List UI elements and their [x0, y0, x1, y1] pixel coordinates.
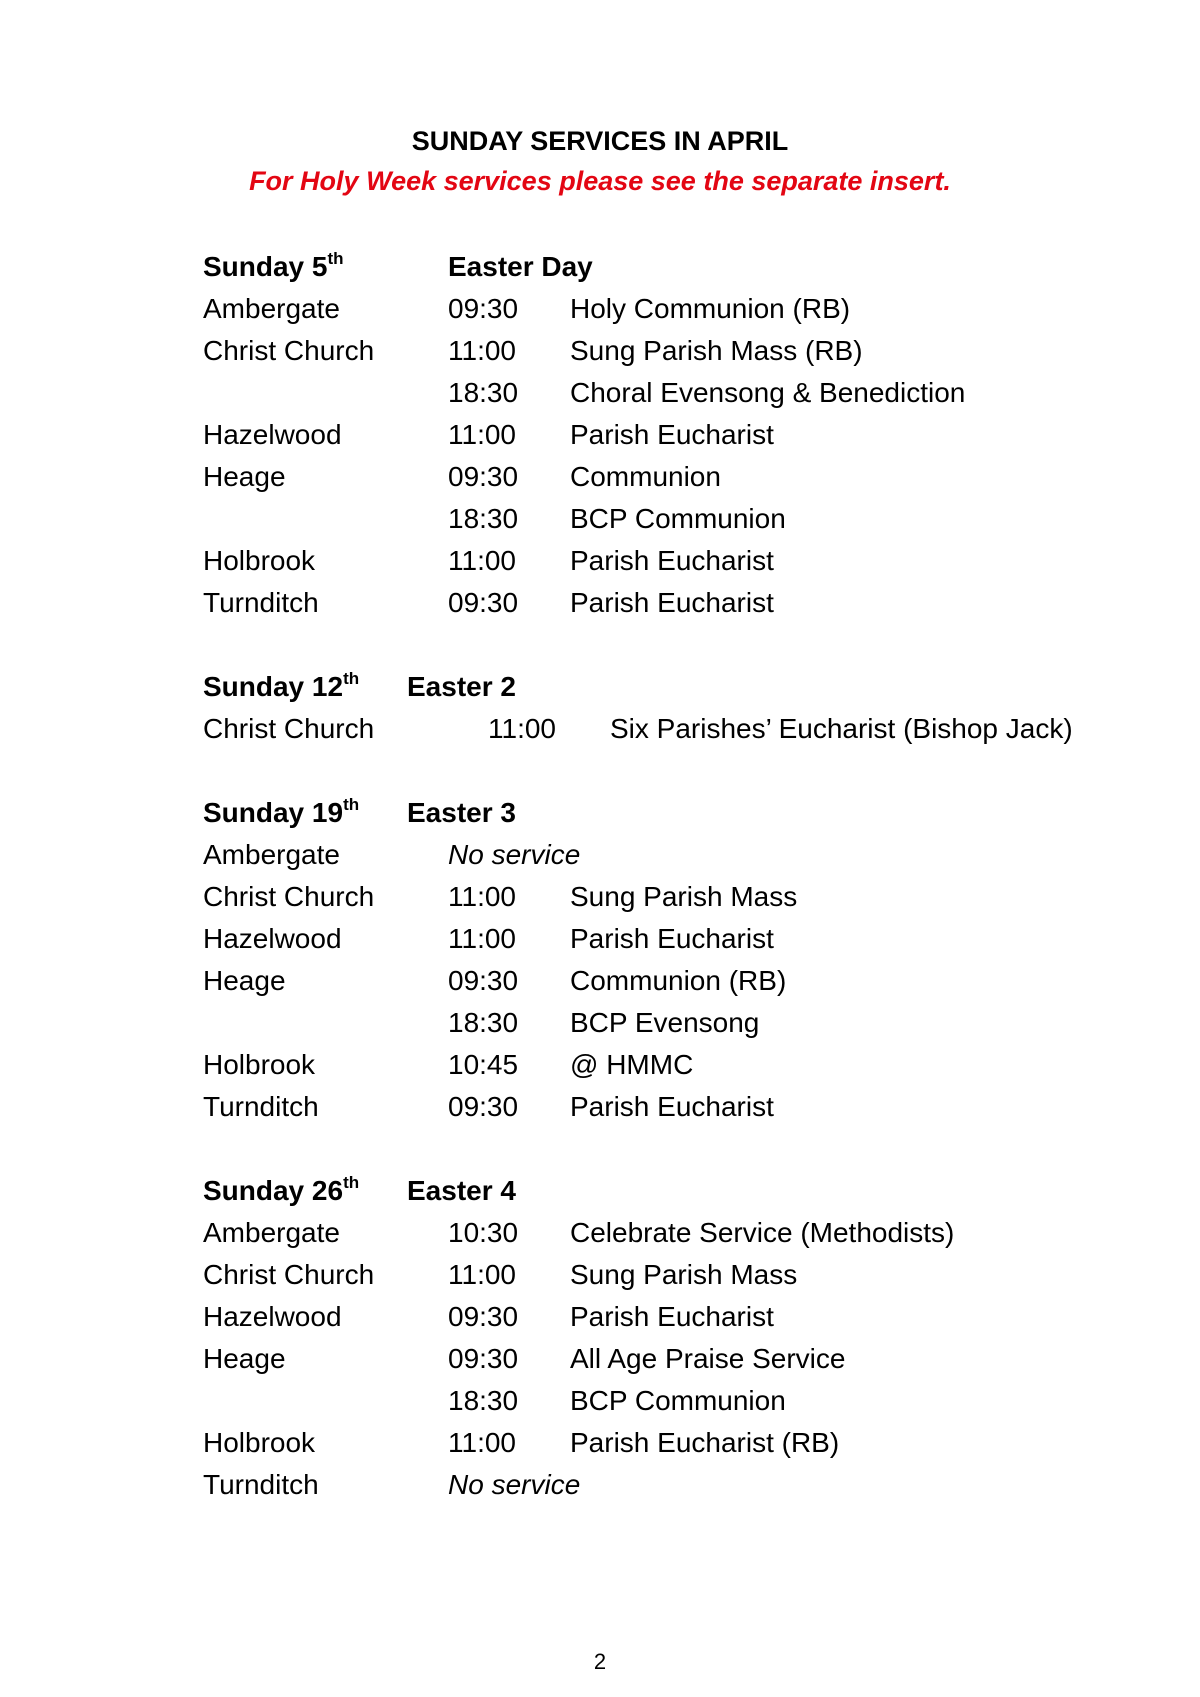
church-name: Christ Church: [203, 335, 375, 366]
service-row: [203, 918, 1183, 960]
service-time: 11:00: [488, 713, 556, 744]
church-name: Turnditch: [203, 1469, 319, 1500]
service-row: [203, 1380, 1183, 1422]
church-name: Christ Church: [203, 1259, 375, 1290]
church-name: Heage: [203, 965, 286, 996]
no-service-note: No service: [448, 1469, 581, 1500]
service-time: 09:30: [448, 1091, 519, 1122]
service-time: 11:00: [448, 545, 516, 576]
service-name: BCP Evensong: [570, 1007, 760, 1038]
page-title: SUNDAY SERVICES IN APRIL: [411, 126, 789, 156]
service-name: Parish Eucharist: [570, 545, 774, 576]
service-name: Communion: [570, 461, 721, 492]
service-time: 11:00: [448, 1259, 516, 1290]
service-name: All Age Praise Service: [570, 1343, 846, 1374]
service-row: [203, 1296, 1183, 1338]
service-row: [203, 1212, 1183, 1254]
service-name: BCP Communion: [570, 1385, 786, 1416]
service-time: 11:00: [448, 419, 516, 450]
service-time: 09:30: [448, 1301, 519, 1332]
service-time: 09:30: [448, 587, 519, 618]
service-row: [203, 456, 1183, 498]
sunday-section: [203, 1170, 1183, 1506]
service-row: [203, 330, 1183, 372]
sunday-section: [203, 792, 1183, 1128]
service-time: 10:30: [448, 1217, 519, 1248]
sunday-date: Sunday 19th: [203, 794, 360, 828]
service-name: Sung Parish Mass: [570, 1259, 798, 1290]
service-name: Communion (RB): [570, 965, 787, 996]
service-row: [203, 414, 1183, 456]
church-name: Heage: [203, 461, 286, 492]
church-name: Hazelwood: [203, 923, 342, 954]
service-time: 18:30: [448, 1385, 519, 1416]
church-name: Ambergate: [203, 839, 340, 870]
service-name: Parish Eucharist: [570, 1301, 774, 1332]
service-row: [203, 960, 1183, 1002]
service-time: 09:30: [448, 293, 519, 324]
sunday-heading: [203, 1170, 1183, 1212]
service-name: Parish Eucharist (RB): [570, 1427, 840, 1458]
service-time: 11:00: [448, 1427, 516, 1458]
service-name: Parish Eucharist: [570, 1091, 774, 1122]
service-time: 11:00: [448, 923, 516, 954]
sunday-heading: [203, 246, 1183, 288]
sunday-heading: [203, 666, 1183, 708]
service-row: [203, 1338, 1183, 1380]
church-name: Hazelwood: [203, 1301, 342, 1332]
church-name: Christ Church: [203, 713, 375, 744]
church-name: Hazelwood: [203, 419, 342, 450]
sunday-section: [203, 666, 1183, 750]
service-time: 10:45: [448, 1049, 519, 1080]
sunday-occasion: Easter Day: [448, 251, 593, 282]
holy-week-notice: For Holy Week services please see the separate insert.: [249, 166, 951, 196]
service-name: Parish Eucharist: [570, 587, 774, 618]
church-name: Heage: [203, 1343, 286, 1374]
service-time: 11:00: [448, 881, 516, 912]
sunday-date: Sunday 5th: [203, 248, 344, 282]
church-name: Holbrook: [203, 1049, 316, 1080]
service-row: [203, 1044, 1183, 1086]
church-name: Holbrook: [203, 545, 316, 576]
services-schedule: [203, 246, 1183, 1548]
church-name: Turnditch: [203, 1091, 319, 1122]
sunday-section: [203, 246, 1183, 624]
service-name: Six Parishes’ Eucharist (Bishop Jack): [610, 713, 1073, 744]
service-row: [203, 540, 1183, 582]
sunday-heading: [203, 792, 1183, 834]
service-name: Sung Parish Mass (RB): [570, 335, 863, 366]
service-time: 09:30: [448, 1343, 519, 1374]
service-row: [203, 834, 1183, 876]
service-row: [203, 708, 1183, 750]
service-row: [203, 1464, 1183, 1506]
service-name: Celebrate Service (Methodists): [570, 1217, 955, 1248]
service-name: Parish Eucharist: [570, 419, 774, 450]
service-row: [203, 1254, 1183, 1296]
church-name: Turnditch: [203, 587, 319, 618]
church-name: Christ Church: [203, 881, 375, 912]
service-time: 18:30: [448, 503, 519, 534]
service-name: Parish Eucharist: [570, 923, 774, 954]
service-time: 18:30: [448, 1007, 519, 1038]
service-time: 09:30: [448, 461, 519, 492]
sunday-date: Sunday 26th: [203, 1172, 360, 1206]
service-name: @ HMMC: [570, 1049, 694, 1080]
sunday-occasion: Easter 4: [407, 1175, 516, 1206]
service-row: [203, 498, 1183, 540]
service-row: [203, 582, 1183, 624]
service-name: BCP Communion: [570, 503, 786, 534]
page-number: 2: [593, 1649, 607, 1674]
sunday-occasion: Easter 3: [407, 797, 516, 828]
service-row: [203, 1422, 1183, 1464]
service-time: 09:30: [448, 965, 519, 996]
service-time: 18:30: [448, 377, 519, 408]
service-name: Choral Evensong & Benediction: [570, 377, 966, 408]
service-name: Holy Communion (RB): [570, 293, 851, 324]
service-row: [203, 1002, 1183, 1044]
church-name: Ambergate: [203, 293, 340, 324]
service-row: [203, 1086, 1183, 1128]
service-row: [203, 876, 1183, 918]
service-row: [203, 372, 1183, 414]
church-name: Holbrook: [203, 1427, 316, 1458]
service-row: [203, 288, 1183, 330]
sunday-occasion: Easter 2: [407, 671, 516, 702]
sunday-date: Sunday 12th: [203, 668, 360, 702]
service-time: 11:00: [448, 335, 516, 366]
church-name: Ambergate: [203, 1217, 340, 1248]
no-service-note: No service: [448, 839, 581, 870]
service-name: Sung Parish Mass: [570, 881, 798, 912]
